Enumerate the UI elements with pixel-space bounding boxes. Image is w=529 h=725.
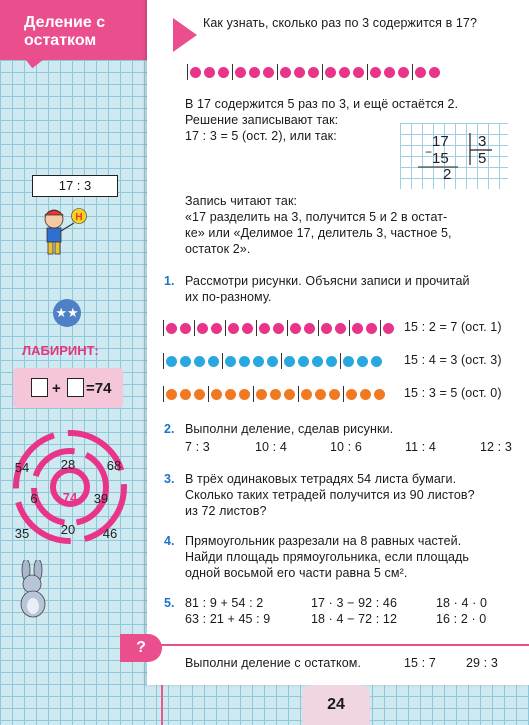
final-item: 29 : 3 — [466, 656, 498, 670]
task-text: Прямоугольник разрезали на 8 равных частей. — [185, 534, 462, 548]
dot — [166, 356, 177, 367]
dot — [180, 323, 191, 334]
task-item: 10 : 4 — [255, 440, 287, 454]
group-divider — [343, 386, 344, 402]
maze-center: 74 — [62, 490, 78, 505]
task-text: их по-разному. — [185, 290, 272, 304]
dot — [335, 323, 346, 334]
calc-dividend: 17 — [432, 133, 449, 150]
dot — [366, 323, 377, 334]
long-division — [400, 123, 508, 189]
group-divider — [194, 320, 195, 336]
bunny-illustration — [12, 560, 57, 620]
dot — [197, 323, 208, 334]
dot — [194, 389, 205, 400]
dot — [374, 389, 385, 400]
task-text: Рассмотри рисунки. Объясни записи и прочитай — [185, 274, 470, 288]
dot — [321, 323, 332, 334]
group-divider — [340, 353, 341, 369]
maze-equation — [13, 368, 123, 408]
group-divider — [287, 320, 288, 336]
dot — [304, 323, 315, 334]
maze-plus: + — [52, 380, 61, 397]
dot — [343, 356, 354, 367]
dot — [346, 389, 357, 400]
task-text: Найди площадь прямоугольника, если площадь — [185, 550, 470, 564]
task-item: 10 : 6 — [330, 440, 362, 454]
division-label: 15 : 4 = 3 (ост. 3) — [404, 353, 502, 367]
dot — [383, 323, 394, 334]
read-line: Запись читают так: — [185, 194, 298, 208]
maze-title: ЛАБИРИНТ: — [22, 343, 99, 358]
dot — [249, 67, 260, 78]
calc-remainder: 2 — [443, 166, 452, 183]
dot — [228, 323, 239, 334]
expression: 18 · 4 · 0 — [436, 596, 488, 610]
group-divider — [222, 353, 223, 369]
maze-circles — [8, 430, 138, 545]
maze-num: 39 — [93, 491, 109, 506]
dot — [259, 323, 270, 334]
task-text: из 72 листов? — [185, 504, 267, 518]
dot — [353, 67, 364, 78]
task-number: 4. — [164, 534, 175, 548]
maze-num: 6 — [30, 491, 38, 506]
group-divider — [225, 320, 226, 336]
group-divider — [232, 64, 233, 80]
lesson-title: Деление с остатком — [24, 14, 106, 49]
dot — [301, 389, 312, 400]
question-divider — [147, 644, 529, 646]
dot — [429, 67, 440, 78]
dot — [211, 389, 222, 400]
dot-row-orange — [163, 386, 388, 402]
dot — [270, 389, 281, 400]
read-line: остаток 2». — [185, 242, 251, 256]
dot — [370, 67, 381, 78]
calc-divisor: 3 — [478, 133, 487, 150]
dot — [371, 356, 382, 367]
read-line: «17 разделить на 3, получится 5 и 2 в остат- — [185, 210, 448, 224]
dot — [273, 323, 284, 334]
group-divider — [412, 64, 413, 80]
group-divider — [322, 64, 323, 80]
group-divider — [163, 320, 164, 336]
blank-square — [31, 378, 48, 397]
group-divider — [256, 320, 257, 336]
group-divider — [349, 320, 350, 336]
task-number: 1. — [164, 274, 175, 288]
group-divider — [208, 386, 209, 402]
kid-illustration — [34, 205, 94, 260]
dot — [180, 356, 191, 367]
dot — [180, 389, 191, 400]
dot — [235, 67, 246, 78]
dot — [329, 389, 340, 400]
task-item: 11 : 4 — [405, 440, 436, 454]
dot — [204, 67, 215, 78]
dot — [166, 323, 177, 334]
division-label: 15 : 3 = 5 (ост. 0) — [404, 386, 502, 400]
task-text: Сколько таких тетрадей получится из 90 листов? — [185, 488, 475, 502]
dot — [339, 67, 350, 78]
dot — [194, 356, 205, 367]
dot — [315, 389, 326, 400]
expression: 18 · 4 − 72 : 12 — [311, 612, 398, 626]
dot — [218, 67, 229, 78]
calc-partial: 15 — [432, 150, 449, 167]
group-divider — [163, 353, 164, 369]
dot — [312, 356, 323, 367]
dot-row-pink — [163, 320, 397, 336]
expression: 16 : 2 · 0 — [436, 612, 487, 626]
maze-num: 46 — [102, 526, 118, 541]
dot — [263, 67, 274, 78]
page-number: 24 — [302, 685, 370, 725]
maze-num: 28 — [60, 457, 76, 472]
task-text: одной восьмой его части равна 5 см². — [185, 566, 408, 580]
calc-quotient: 5 — [478, 150, 487, 167]
dot — [384, 67, 395, 78]
expression: 63 : 21 + 45 : 9 — [185, 612, 271, 626]
group-divider — [277, 64, 278, 80]
dot — [298, 356, 309, 367]
dot — [326, 356, 337, 367]
stars-icon: ★★ — [53, 299, 81, 327]
dot — [267, 356, 278, 367]
expression: 81 : 9 + 54 : 2 — [185, 596, 264, 610]
task-item: 7 : 3 — [185, 440, 210, 454]
question-mark-icon: ? — [120, 634, 162, 662]
maze-num: 68 — [106, 458, 122, 473]
group-divider — [380, 320, 381, 336]
dot — [225, 389, 236, 400]
task-text: В трёх одинаковых тетрадях 54 листа бумаги. — [185, 472, 457, 486]
group-divider — [298, 386, 299, 402]
dot — [352, 323, 363, 334]
intro-dot-row — [187, 64, 443, 80]
dot — [280, 67, 291, 78]
expression: 17 · 3 − 92 : 46 — [311, 596, 398, 610]
dot — [242, 323, 253, 334]
dot — [211, 323, 222, 334]
dot — [208, 356, 219, 367]
final-task: Выполни деление с остатком. — [185, 656, 362, 670]
dot — [284, 389, 295, 400]
dot — [325, 67, 336, 78]
task-text: Выполни деление, сделав рисунки. — [185, 422, 394, 436]
intro-line: В 17 содержится 5 раз по 3, и ещё остаётся 2. — [185, 97, 459, 111]
dot — [308, 67, 319, 78]
final-item: 15 : 7 — [404, 656, 436, 670]
dot — [284, 356, 295, 367]
example-box: 17 : 3 — [32, 175, 118, 197]
maze-num: 54 — [14, 460, 30, 475]
intro-line: 17 : 3 = 5 (ост. 2), или так: — [185, 129, 337, 143]
dot — [166, 389, 177, 400]
maze-num: 35 — [14, 526, 30, 541]
dot — [239, 356, 250, 367]
dot — [290, 323, 301, 334]
dot — [239, 389, 250, 400]
dot — [256, 389, 267, 400]
group-divider — [367, 64, 368, 80]
dot — [360, 389, 371, 400]
group-divider — [253, 386, 254, 402]
dot — [190, 67, 201, 78]
dot — [294, 67, 305, 78]
division-label: 15 : 2 = 7 (ост. 1) — [404, 320, 502, 334]
dot — [398, 67, 409, 78]
task-number: 3. — [164, 472, 175, 486]
svg-text:−: − — [425, 145, 433, 159]
blank-square — [67, 378, 84, 397]
maze-num: 20 — [60, 522, 76, 537]
dot — [357, 356, 368, 367]
question-marker — [173, 18, 197, 52]
task-item: 12 : 3 — [480, 440, 512, 454]
dot — [253, 356, 264, 367]
dot-row-blue — [163, 353, 385, 369]
task-number: 2. — [164, 422, 175, 436]
maze-result: =74 — [86, 380, 112, 397]
task-number: 5. — [164, 596, 175, 610]
dot — [415, 67, 426, 78]
read-line: ке» или «Делимое 17, делитель 3, частное 5, — [185, 226, 452, 240]
group-divider — [318, 320, 319, 336]
group-divider — [281, 353, 282, 369]
group-divider — [187, 64, 188, 80]
dot — [225, 356, 236, 367]
sign-letter: Н — [75, 212, 83, 223]
group-divider — [163, 386, 164, 402]
intro-line: Решение записывают так: — [185, 113, 339, 127]
intro-question: Как узнать, сколько раз по 3 содержится в 17? — [203, 16, 478, 30]
